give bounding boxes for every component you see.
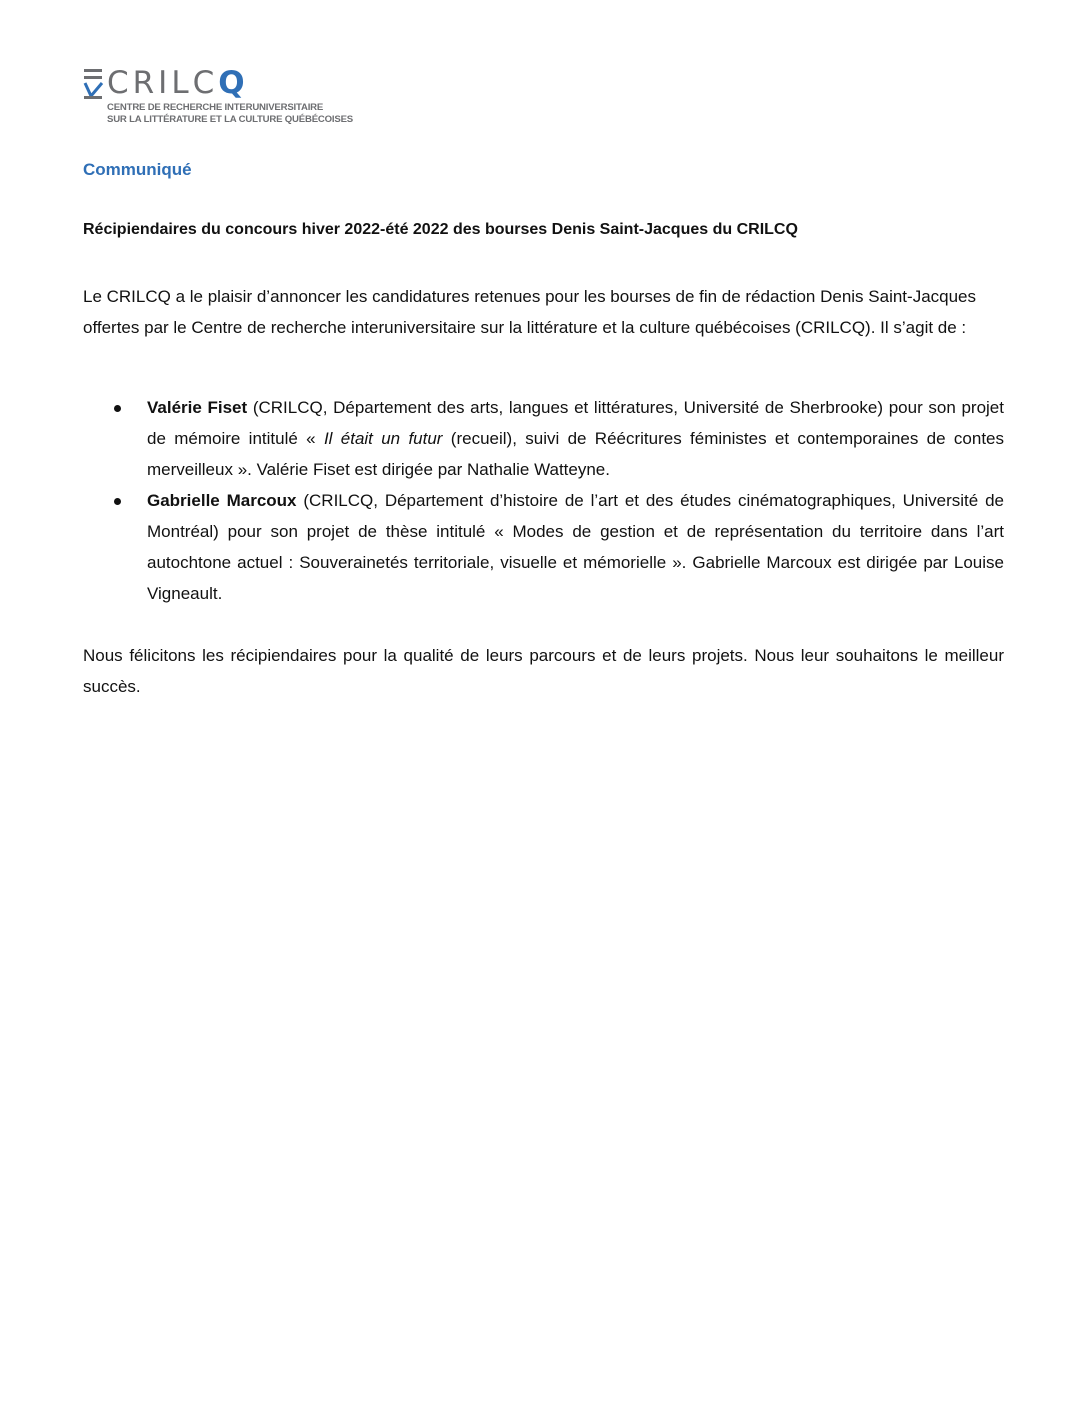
logo-subtitle-line-1: CENTRE DE RECHERCHE INTERUNIVERSITAIRE [107,102,324,113]
logo-wordmark-accent: Q [218,65,249,101]
logo-wordmark [107,66,249,100]
recipient-name: Valérie Fiset [147,398,248,417]
recipient-text-continued: (recueil), suivi de Réécritures féministes et contemporaines de contes merveilleux ». Valérie Fiset est dirigée par Nathalie Watteyne. [147,429,1004,479]
project-title-italic: Il était un futur [323,429,443,448]
recipient-text: (CRILCQ, Département d’histoire de l’art et des études cinématographiques, Université de Montréal) pour son projet de thèse intitulé « Modes de gestion et de représentation du territoire dans l’art autochtone actuel : Souverainetés territoriale, visuelle et mémorielle ». Gabrielle Marcoux est dirigée par Louise Vigneault. [147,491,1004,603]
logo-wordmark-row [83,60,383,100]
recipient-text: (CRILCQ, Département des arts, langues et littératures, Université de Sherbrooke) pour son projet de mémoire intitulé « [147,398,1004,448]
logo-wordmark-main: CRILC [107,65,219,101]
recipients-list [83,392,1004,609]
crilcq-logo [83,60,383,126]
bullet-icon [114,405,121,412]
document-title: Récipiendaires du concours hiver 2022-été 2022 des bourses Denis Saint-Jacques du CRILCQ [83,221,798,238]
crilcq-logo-mark-icon [83,66,105,100]
logo-subtitle-line-2: SUR LA LITTÉRATURE ET LA CULTURE QUÉBÉCOISES [107,114,353,125]
recipient-name: Gabrielle Marcoux [147,491,297,510]
closing-paragraph: Nous félicitons les récipiendaires pour la qualité de leurs parcours et de leurs projets. Nous leur souhaitons le meilleur succès. [83,646,1004,696]
list-item [83,392,1004,485]
list-item [83,485,1004,609]
bullet-icon [114,498,121,505]
intro-paragraph: Le CRILCQ a le plaisir d’annoncer les candidatures retenues pour les bourses de fin de rédaction Denis Saint-Jacques offertes par le Centre de recherche interuniversitaire sur la littérature et la culture québécoises (CRILCQ). Il s’agit de : [83,287,977,337]
document-label: Communiqué [83,160,192,179]
